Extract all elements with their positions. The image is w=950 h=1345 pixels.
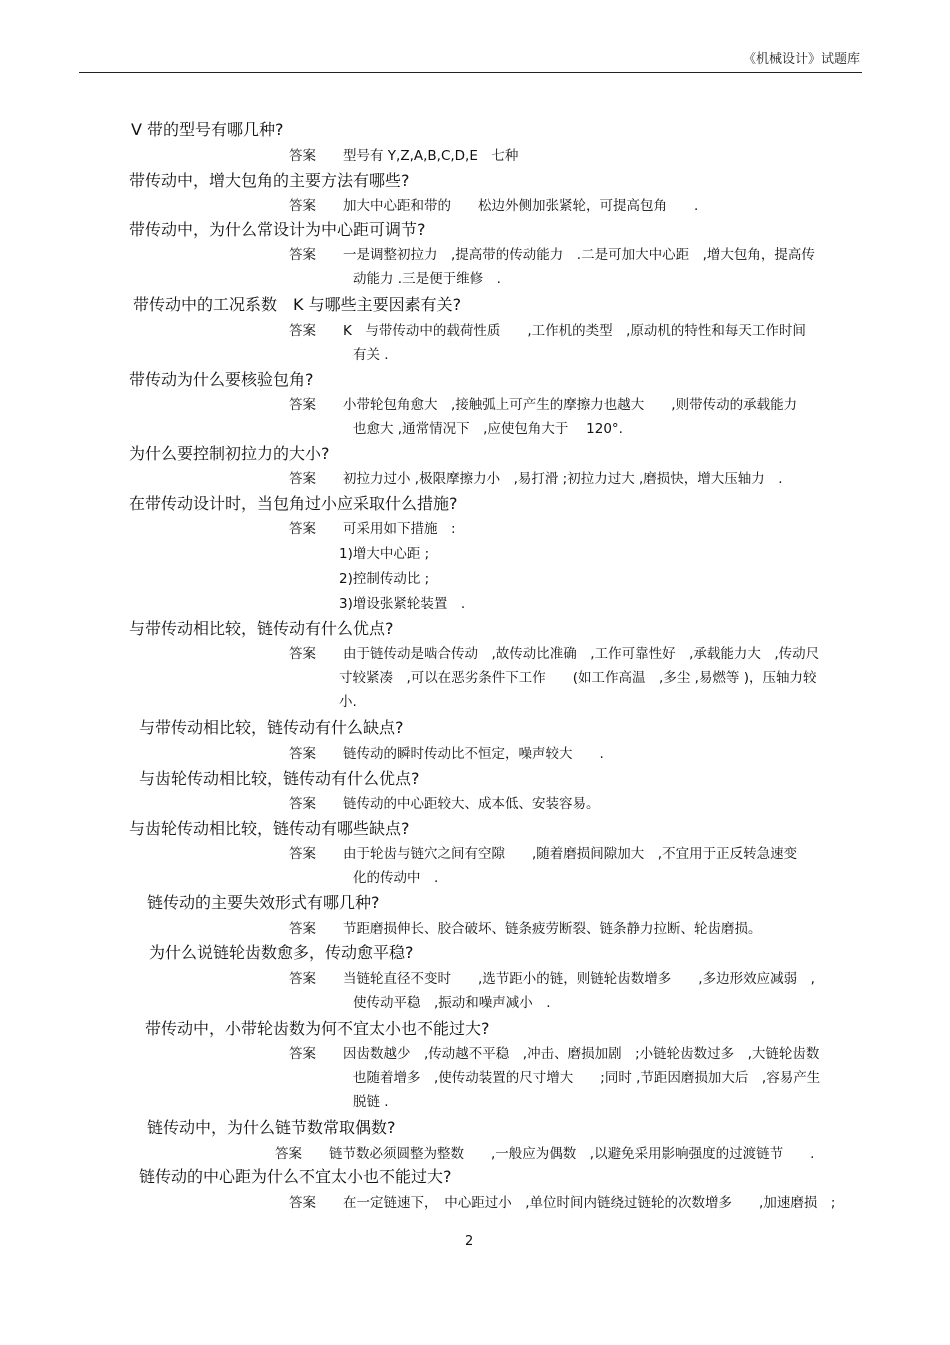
answer-7-line-3: 2)控制传动比 ; <box>339 571 430 587</box>
answer-7-line-2: 1)增大中心距 ; <box>339 546 430 562</box>
answer-13-line-1: 答案 当链轮直径不变时 ,选节距小的链，则链轮齿数增多 ,多边形效应减弱 , <box>289 971 815 987</box>
answer-6-line-1: 答案 初拉力过小 ,极限摩擦力小 ,易打滑 ;初拉力过大 ,磨损快，增大压轴力 . <box>289 471 783 487</box>
answer-14-line-1: 答案 因齿数越少 ,传动越不平稳 ,冲击、磨损加剧 ;小链轮齿数过多 ,大链轮齿数 <box>289 1046 820 1062</box>
answer-7-line-4: 3)增设张紧轮装置 . <box>339 596 466 612</box>
question-3: 带传动中，为什么常设计为中心距可调节? <box>129 220 426 239</box>
answer-8-line-3: 小. <box>339 694 357 710</box>
question-5: 带传动为什么要核验包角? <box>129 370 314 389</box>
question-10: 与齿轮传动相比较，链传动有什么优点? <box>139 769 420 788</box>
header-divider <box>79 72 862 73</box>
question-14: 带传动中，小带轮齿数为何不宜太小也不能过大? <box>145 1019 490 1038</box>
answer-14-line-2: 也随着增多 ,使传动装置的尺寸增大 ;同时 ,节距因磨损加大后 ,容易产生 <box>353 1070 821 1086</box>
answer-16-line-1: 答案 在一定链速下， 中心距过小 ,单位时间内链绕过链轮的次数增多 ,加速磨损 ; <box>289 1195 836 1211</box>
page-number: 2 <box>465 1234 474 1249</box>
question-15: 链传动中，为什么链节数常取偶数? <box>147 1118 396 1137</box>
question-12: 链传动的主要失效形式有哪几种? <box>147 893 380 912</box>
answer-3-line-2: 动能力 .三是便于维修 . <box>353 271 501 287</box>
question-1: V 带的型号有哪几种? <box>131 120 284 139</box>
answer-11-line-1: 答案 由于轮齿与链穴之间有空隙 ,随着磨损间隙加大 ,不宜用于正反转急速变 <box>289 846 798 862</box>
answer-5-line-1: 答案 小带轮包角愈大 ,接触弧上可产生的摩擦力也越大 ,则带传动的承载能力 <box>289 397 798 413</box>
page-header-title: 《机械设计》试题库 <box>742 52 860 67</box>
question-2: 带传动中，增大包角的主要方法有哪些? <box>129 171 410 190</box>
question-6: 为什么要控制初拉力的大小? <box>129 444 330 463</box>
answer-1-line-1: 答案 型号有 Y,Z,A,B,C,D,E 七种 <box>289 148 519 164</box>
answer-2-line-1: 答案 加大中心距和带的 松边外侧加张紧轮，可提高包角 . <box>289 198 699 214</box>
question-9: 与带传动相比较，链传动有什么缺点? <box>139 718 404 737</box>
question-4: 带传动中的工况系数 K 与哪些主要因素有关? <box>133 295 462 314</box>
question-11: 与齿轮传动相比较，链传动有哪些缺点? <box>129 819 410 838</box>
question-16: 链传动的中心距为什么不宜太小也不能过大? <box>139 1167 452 1186</box>
answer-7-line-1: 答案 可采用如下措施 : <box>289 521 456 537</box>
answer-13-line-2: 使传动平稳 ,振动和噪声减小 . <box>353 995 551 1011</box>
answer-15-line-1: 答案 链节数必须圆整为整数 ,一般应为偶数 ,以避免采用影响强度的过渡链节 . <box>275 1146 815 1162</box>
answer-8-line-1: 答案 由于链传动是啮合传动 ,故传动比准确 ,工作可靠性好 ,承载能力大 ,传动尺 <box>289 646 820 662</box>
answer-11-line-2: 化的传动中 . <box>353 870 439 886</box>
answer-14-line-3: 脱链 . <box>353 1094 389 1110</box>
answer-4-line-2: 有关 . <box>353 347 389 363</box>
answer-4-line-1: 答案 K 与带传动中的载荷性质 ,工作机的类型 ,原动机的特性和每天工作时间 <box>289 323 806 339</box>
answer-5-line-2: 也愈大 ,通常情况下 ,应使包角大于 120°. <box>353 421 623 437</box>
answer-12-line-1: 答案 节距磨损伸长、胶合破坏、链条疲劳断裂、链条静力拉断、轮齿磨损。 <box>289 921 762 937</box>
answer-10-line-1: 答案 链传动的中心距较大、成本低、安装容易。 <box>289 796 600 812</box>
question-7: 在带传动设计时，当包角过小应采取什么措施? <box>129 494 458 513</box>
answer-8-line-2: 寸较紧凑 ,可以在恶劣条件下工作 (如工作高温 ,多尘 ,易燃等 )，压轴力较 <box>339 670 817 686</box>
question-8: 与带传动相比较，链传动有什么优点? <box>129 619 394 638</box>
question-13: 为什么说链轮齿数愈多，传动愈平稳? <box>149 943 414 962</box>
answer-9-line-1: 答案 链传动的瞬时传动比不恒定，噪声较大 . <box>289 746 604 762</box>
answer-3-line-1: 答案 一是调整初拉力 ,提高带的传动能力 .二是可加大中心距 ,增大包角，提高传 <box>289 247 815 263</box>
